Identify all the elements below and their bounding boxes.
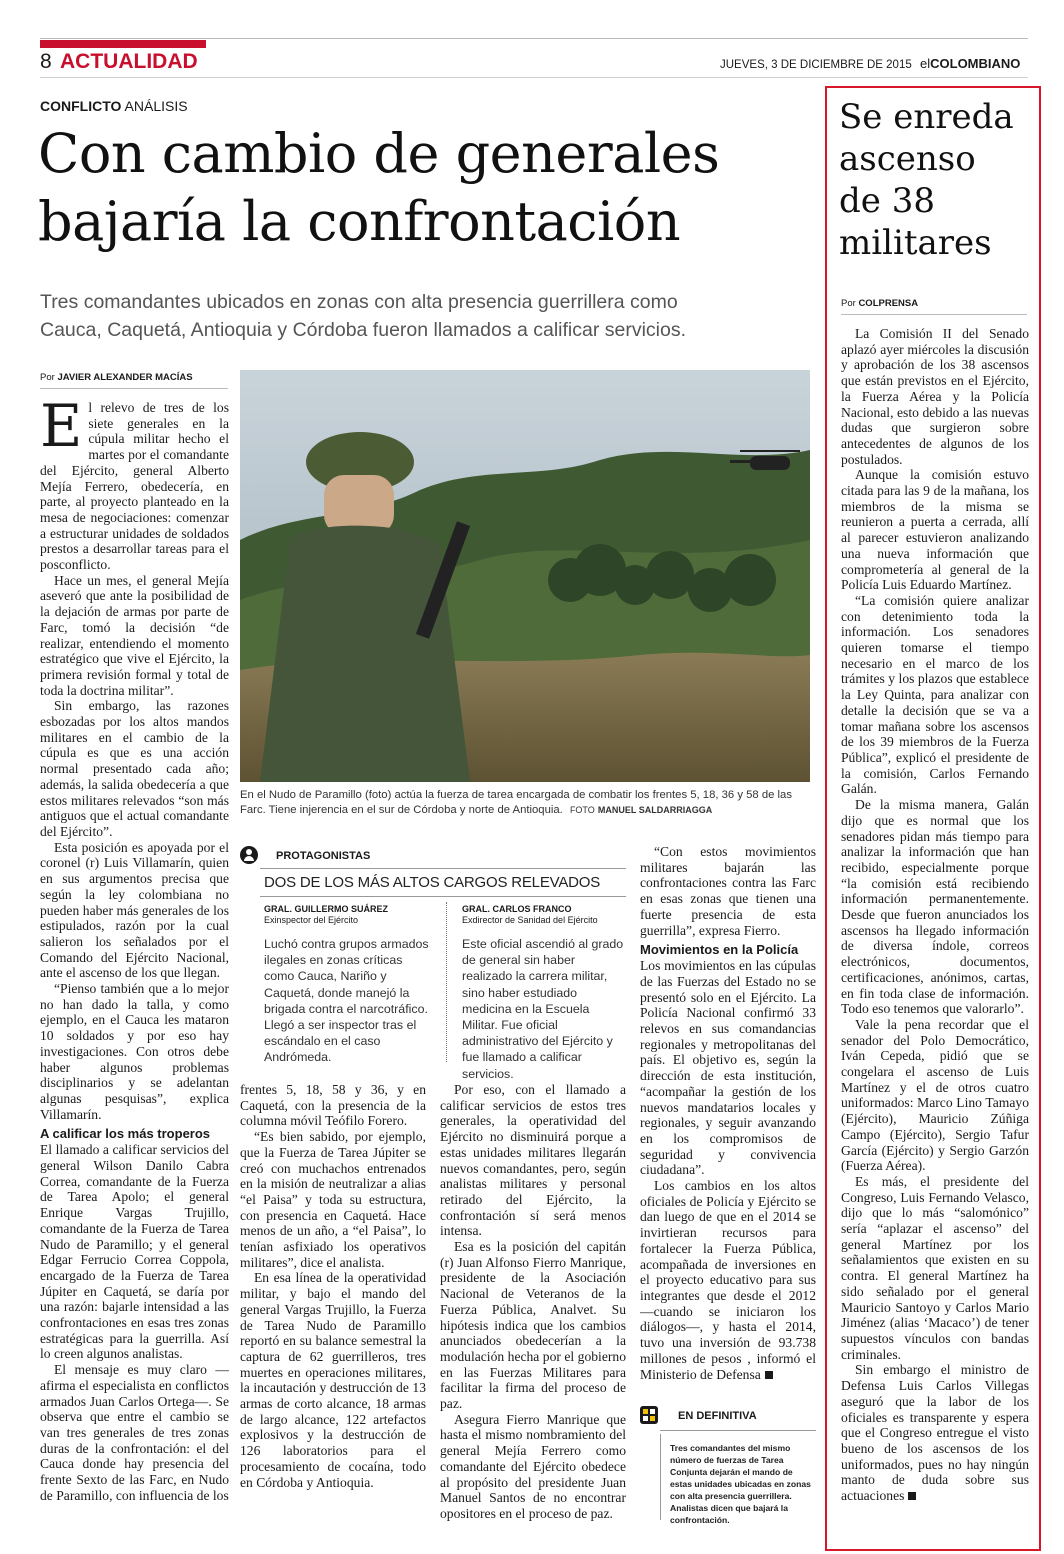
box-divider — [446, 902, 447, 1062]
sidebar-byline — [841, 298, 918, 310]
photo-caption — [240, 788, 812, 818]
paragraph: Los cambios en los altos oficiales de Policía y Ejército se dan luego de que en el 2014 se invirtieran recursos para fortalecer la Fuerza Pública, acompañada de inversiones en el proyecto educativo para sus integrantes que desde el 2012 —cuando se iniciaron los diálogos—, y hasta el 2014, tuvo una inversión de 93.738 millones de pesos , informó el Ministerio de Defensa — [640, 1178, 816, 1382]
column-2 — [240, 1082, 426, 1522]
news-photo — [240, 370, 810, 782]
brand-name: COLOMBIANO — [930, 56, 1021, 71]
vertical-rule — [660, 1434, 661, 1520]
paragraph: El mensaje es muy claro —afirma el especialista en conflictos armados Juan Carlos Ortega—. Se observa que entre el cambio se van tres generales de tres zonas duras de la confrontación: el del Cauca donde hay presencia del frente Sexto de las Farc, en Nudo de Paramillo, con influencia de los — [40, 1362, 229, 1503]
paragraph: “Con estos movimientos militares bajarán las confrontaciones contra las Farc en esas zonas que tienen una fuerte presencia de esta guerrilla”, expresa Fierro. — [640, 844, 816, 938]
right-person-role: Exdirector de Sanidad del Ejército — [462, 915, 598, 925]
headline-line-2: bajaría la confrontación — [38, 190, 681, 253]
sidebar-text — [841, 326, 1029, 1546]
box-rule — [660, 1430, 816, 1431]
paragraph: El relevo de tres de los siete generales en la cúpula militar hecho el martes por el comandante del Ejército, general Alberto Mejía Ferrero, obedecería, en parte, al proyecto planteado en la mesa de negociaciones: comenzar a estructurar unidades de soldados prestos a desarrollar tareas para el posconflicto. — [40, 400, 229, 573]
column-4 — [640, 844, 816, 1384]
byline-author: JAVIER ALEXANDER MACÍAS — [57, 372, 193, 383]
sidebar-headline-line-3: de 38 — [839, 181, 935, 221]
paragraph: Aunque la comisión estuvo citada para las 9 de la mañana, los miembros de la misma se reunieron a puerta a cerrada, allí al parecer estuvieron analizando una nueva información que comprometería al general de la Policía Luis Eduardo Martínez. — [841, 467, 1029, 593]
paragraph: En esa línea de la operatividad militar, y bajo el mando del general Vargas Trujillo, la Fuerza de Tarea Nudo de Paramillo reportó en su balance semestral la captura de 62 guerrilleros, tres muertes en operaciones militares, la incautación y destrucción de 13 armas de corto alcance, 18 armas de largo alcance, 122 artefactos explosivos y la destrucción de 126 laboratorios para el procesamiento de cocaína, todo en Córdoba y Antioquia. — [240, 1270, 426, 1490]
subhead-calificar: A calificar los más troperos — [40, 1126, 211, 1142]
kicker-bold: CONFLICTO — [40, 98, 122, 114]
left-person-text: Luchó contra grupos armados ilegales en zonas críticas como Cauca, Nariño y Caquetá, donde manejó la brigada contra el narcotráfico. Llegó a ser inspector tras el escándalo en el caso Andrómeda. — [264, 937, 429, 1065]
end-mark — [765, 1371, 773, 1379]
section-accent-bar — [40, 40, 206, 48]
header-rule — [40, 77, 1028, 78]
paragraph: Asegura Fierro Manrique que hasta el mismo nombramiento del general Mejía Ferrero como comandante del Ejército obedece al propósito del presidente Juan Manuel Santos de no encontrar opositores en el proceso de paz. — [440, 1411, 626, 1521]
paragraph: Sin embargo el ministro de Defensa Luis Carlos Villegas aseguró que la labor de los oficiales es transparente y espera que el Congreso entregue el visto bueno de los ascensos de los uniformados, pues no hay ningún manto de duda sobre sus actuaciones — [841, 1362, 1029, 1504]
sidebar-headline-line-4: militares — [839, 223, 992, 263]
top-rule — [40, 38, 1028, 39]
end-mark — [908, 1492, 916, 1500]
paragraph: La Comisión II del Senado aplazó ayer miércoles la discusión y aprobación de los 38 ascensos que están previstos en el Ejército, la Fuerza Aérea y la Policía Nacional, esto debido a las nuevas dudas que surgieron sobre antecedentes de algunos de los postulados. — [841, 326, 1029, 467]
photo-credit-name: MANUEL SALDARRIAGGA — [597, 805, 713, 815]
left-person-role: Exinspector del Ejército — [264, 915, 359, 925]
paragraph: “Es bien sabido, por ejemplo, que la Fuerza de Tarea Júpiter se creó con muchachos entrenados en la misión de neutralizar a alias “el Paisa” y toda su estructura, con presencia en Caquetá. Hace menos de un año, a “el Paisa”, lo tenían asfixiado los operativos militares”, dice el analista. — [240, 1129, 426, 1270]
byline-rule — [40, 388, 228, 389]
paragraph: Por eso, con el llamado a calificar servicios de estos tres generales, la operatividad del Ejército no disminuirá porque a estas unidades militares llegarán nuevos comandantes, pero, según analistas militares y personal retirado del Ejército, la confrontación sí será menos intensa. — [440, 1082, 626, 1239]
paragraph: “La comisión quiere analizar con detenimiento toda la información. Los senadores quieren tomarse el tiempo necesario en el marco de los trámites y los plazos que establece la Ley Quinta, para analizar con detalle la decisión que se va a tomar mañana sobre los ascensos de los 39 miembros de la Fuerza Pública”, explicó el presidente de la comisión, Carlos Fernando Galán. — [841, 592, 1029, 797]
issue-date: JUEVES, 3 DE DICIEMBRE DE 2015 — [720, 59, 912, 71]
paragraph: Vale la pena recordar que el senador del Polo Democrático, Iván Cepeda, pidió que se congelara el ascenso de Luis Martínez y el de otros cuatro uniformados: Marco Lino Tamayo (Ejército), Mauricio Zúñiga Campo (Ejército), Sergio Tafur García (Ejército) y Sergio Garzón (Fuerza Aérea). — [841, 1016, 1029, 1174]
protagonistas-title: DOS DE LOS MÁS ALTOS CARGOS RELEVADOS — [264, 874, 601, 891]
paragraph: El llamado a calificar servicios del general Wilson Danilo Cabra Correa, comandante de la Fuerza de Tarea Apolo; el general Enrique Vargas Trujillo, comandante de la Fuerza de Tarea Nudo de Paramillo; y el general Edgar Ferrucio Correa Coppola, encargado de la Fuerza de Tarea Júpiter en Caquetá, se daría por una razón: bajarle intensidad a las confrontaciones en esas tres zonas estratégicas para la guerrilla. Así lo creen algunos analistas. — [40, 1142, 229, 1362]
protagonistas-label: PROTAGONISTAS — [276, 850, 371, 862]
page-number: 8 — [40, 50, 52, 73]
right-person-name: GRAL. CARLOS FRANCO — [462, 904, 572, 914]
box-rule — [260, 868, 626, 869]
byline-por: Por — [40, 372, 55, 383]
section-label: ACTUALIDAD — [60, 50, 198, 73]
paragraph: Esa es la posición del capitán (r) Juan Alfonso Fierro Manrique, presidente de la Asociación Nacional de Veteranos de la Fuerza Pública, Analvet. Su hipótesis indica que los cambios anunciados obedecerían a la modulación hecha por el gobierno en las Fuerzas Militares para facilitar la firma del proceso de paz. — [440, 1239, 626, 1412]
drop-cap: E — [40, 400, 83, 460]
brand-prefix: el — [920, 56, 931, 71]
box-rule — [260, 896, 626, 897]
paragraph: Los movimientos en las cúpulas de las Fuerzas del Estado no se presentó solo en el Ejército. La Policía Nacional confirmó 33 relevos en sus comandancias regionales y metropolitanas del país. El objetivo es, según la dirección de esta institución, “acompañar la gestión de los nuevos mandatarios locales y regionales, y seguir avanzando en los compromisos de seguridad y convivencia ciudadana”. — [640, 958, 816, 1178]
en-definitiva-label: EN DEFINITIVA — [678, 1410, 757, 1422]
sidebar-headline — [839, 96, 1039, 264]
paragraph: frentes 5, 18, 58 y 36, y en Caquetá, con la presencia de la columna móvil Teófilo Forero. — [240, 1082, 426, 1129]
paragraph: De la misma manera, Galán dijo que es normal que los senadores pidan más tiempo para analizar la información que han recibido, especialmente porque “la comisión está recibiendo información permanentemente. Desde que fueron anunciados los ascensos ha llegado información de diversa índole, correos electrónicos, documentos, certificaciones, anónimos, cartas, en fin toda clase de información. Todo eso tenemos que valorarlo”. — [841, 797, 1029, 1017]
column-1 — [40, 400, 229, 1520]
sidebar-headline-line-2: ascenso — [839, 139, 976, 179]
deck-line-1: Tres comandantes ubicados en zonas con alta presencia guerrillera como — [40, 291, 678, 313]
subhead-policia: Movimientos en la Policía — [640, 942, 799, 958]
column-3 — [440, 1082, 626, 1522]
sidebar-headline-line-1: Se enreda — [839, 97, 1014, 137]
sidebar-box — [825, 86, 1041, 1551]
paragraph: Es más, el presidente del Congreso, Luis Fernando Velasco, dijo que lo más “salomónico” sería “aplazar el ascenso” del general Martínez por los señalamientos que existen en su contra. El general Martínez ha sido señalado por el general Mauricio Santoyo y Carlos Mario Jiménez (alias ‘Macaco’) de tener supuestos vínculos con bandas criminales. — [841, 1173, 1029, 1362]
sidebar-byline-rule — [841, 314, 1027, 315]
photo-illustration — [240, 370, 810, 782]
headline — [38, 120, 818, 256]
byline — [40, 372, 193, 384]
photo-credit-label: FOTO — [569, 805, 595, 815]
paragraph: “Pienso también que a lo mejor no han dado la talla, y como ejemplo, en el Cauca les mataron 10 soldados y por eso hay investigaciones. Con otros debe haber algunos problemas disciplinarios y se adelantan algunas pesquisas”, explica Villamarín. — [40, 981, 229, 1122]
paragraph: Hace un mes, el general Mejía aseveró que ante la posibilidad de la dejación de armas por parte de Farc, tomó la decisión “de realizar, entendiendo el momento estratégico que vive el Ejército, la primera revisión formal y total de toda la doctrina militar”. — [40, 572, 229, 698]
paragraph: Sin embargo, las razones esbozadas por los altos mandos militares en el cambio de la cúpula es que es una acción normal presentado cada año; además, la salida obedecería a que estos militares relevados “son más antiguos que el actual comandante del Ejército”. — [40, 698, 229, 839]
caption-text: En el Nudo de Paramillo (foto) actúa la fuerza de tarea encargada de combatir los frentes 5, 18, 36 y 58 de las Farc. Tiene injerencia en el sur de Córdoba y norte de Antioquia. — [240, 789, 792, 816]
en-definitiva-box — [640, 1404, 816, 1524]
right-person-text: Este oficial ascendió al grado de general sin haber realizado la carrera militar, sino haber estudiado medicina en la Escuela Militar. Fue oficial administrativo del Ejército y fue llamado a calificar servicios. — [462, 937, 624, 1081]
deck-line-2: Cauca, Caquetá, Antioquia y Córdoba fueron llamados a calificar servicios. — [40, 319, 687, 341]
protagonistas-box — [240, 842, 626, 1081]
person-icon — [240, 846, 258, 864]
sidebar-byline-name: COLPRENSA — [858, 298, 919, 309]
sidebar-byline-por: Por — [841, 298, 856, 309]
puzzle-icon — [640, 1406, 658, 1424]
kicker-light: ANÁLISIS — [124, 98, 188, 114]
brand-logo — [920, 56, 1020, 72]
left-person-name: GRAL. GUILLERMO SUÁREZ — [264, 904, 388, 914]
kicker — [40, 98, 188, 114]
paragraph: Esta posición es apoyada por el coronel (r) Luis Villamarín, quien en sus argumentos precisa que según la ley colombiana no pueden haber más generales de los estipulados, razón por la cual salieron los señalados por el Comando del Ejército Nacional, ante el ascenso de los que llegan. — [40, 839, 229, 981]
deck — [40, 288, 820, 344]
en-definitiva-text: Tres comandantes del mismo número de fuerzas de Tarea Conjunta dejarán el mando de estas unidades ubicadas en zonas con alta presencia guerrillera. Analistas dicen que bajará la confrontación. — [670, 1443, 811, 1525]
headline-line-1: Con cambio de generales — [38, 122, 720, 185]
